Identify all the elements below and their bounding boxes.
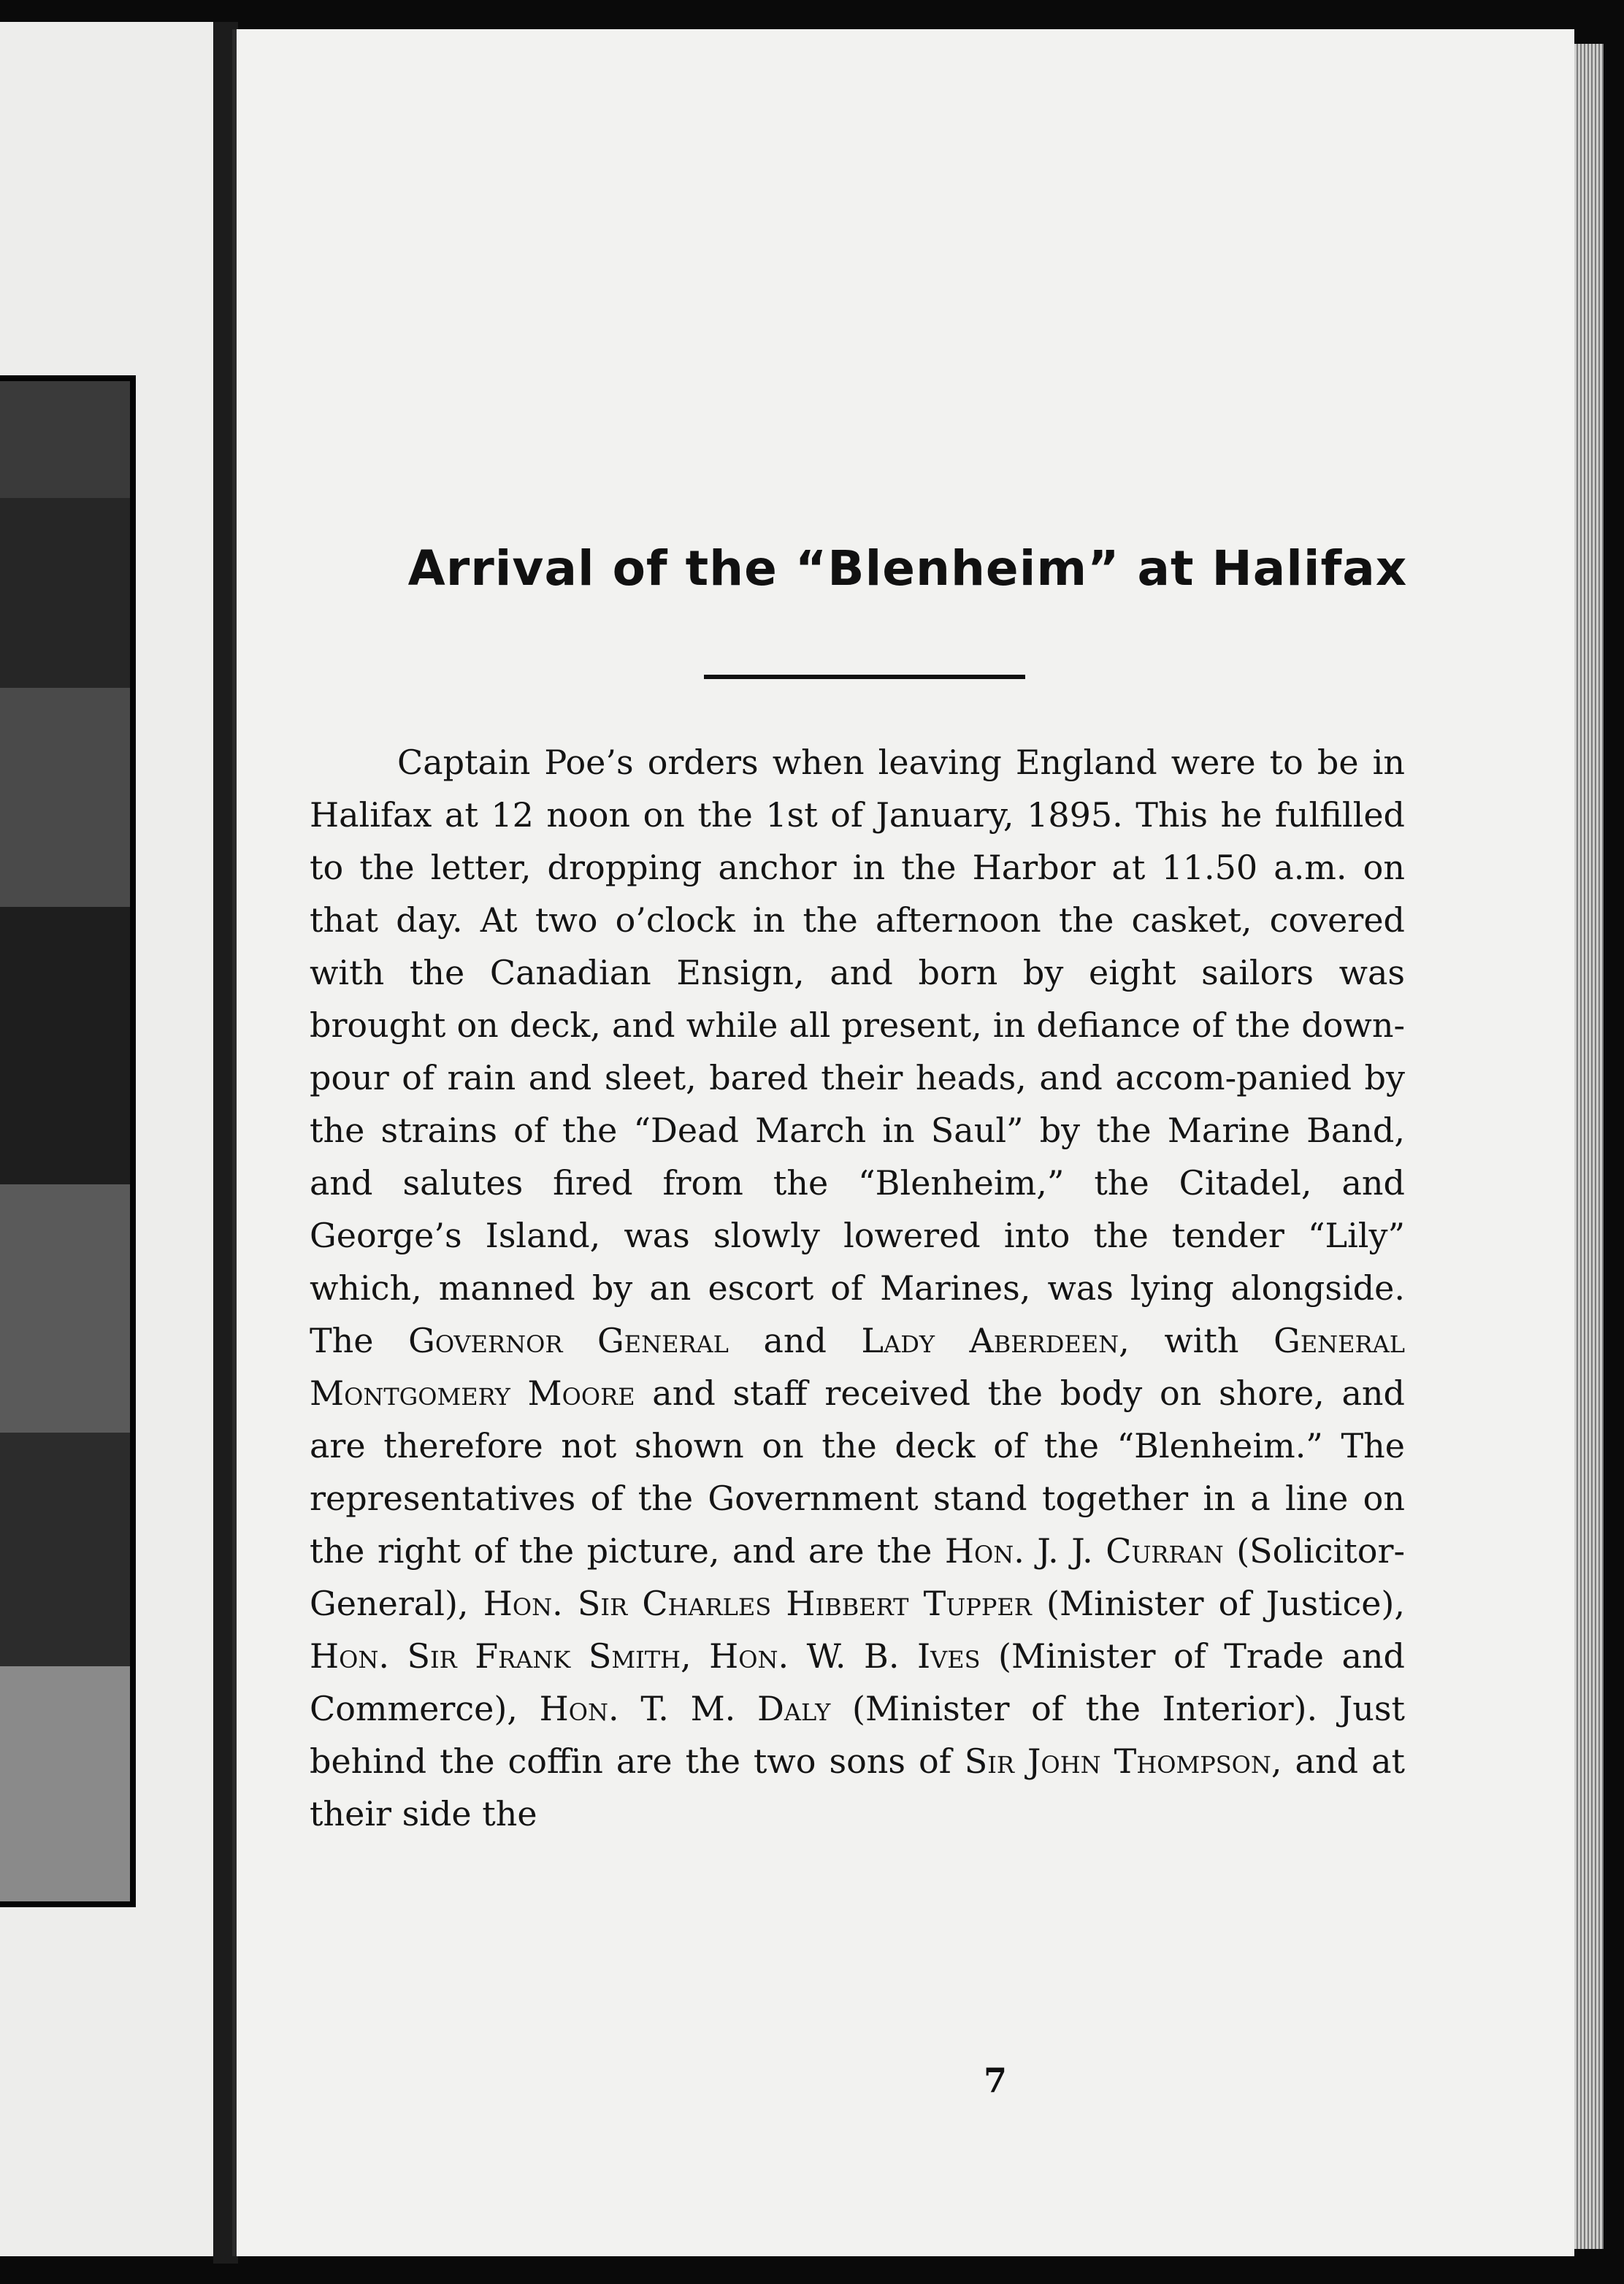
body-text-part-1: Captain Poe’s orders when leaving England were to be in Halifax at 12 noon on the 1st of January, 1895. This he fulfilled to the letter, dropping anchor in the Harbor at 11.50 a.m. on that day. At two o’clock in the afternoon the casket, covered with the Canadian Ensign, and born by eight sailors was brought on deck, and while all present, in defiance of the down-pour of rain and sleet, bared their heads, and accom-panied by the strains of the “Dead March in Saul” by the Marine Band, and salutes fired from the “Blenheim,” the Citadel, and George’s Island, was slowly lowered into the tender “Lily” which, manned by an escort of Marines, was lying alongside. The — [310, 743, 1405, 1360]
body-text-with: , with — [1119, 1321, 1274, 1360]
page-block-edge — [1574, 44, 1604, 2249]
name-daly: Hon. T. M. Daly — [539, 1689, 831, 1728]
facing-page-left — [0, 22, 213, 2256]
book-page — [232, 29, 1574, 2256]
body-paragraph — [310, 736, 1405, 1840]
name-general-moore: General Montgomery Moore — [310, 1321, 1405, 1413]
page-title: Arrival of the “Blenheim” at Halifax — [407, 540, 1408, 597]
title-divider — [704, 675, 1025, 679]
name-smith: Hon. Sir Frank Smith — [310, 1636, 681, 1676]
page-number: 7 — [983, 2061, 1007, 2100]
role-tupper: (Minister of Justice), — [1031, 1584, 1406, 1623]
facing-page-photograph — [0, 375, 136, 1907]
name-curran: Hon. J. J. Curran — [944, 1531, 1224, 1571]
role-curran: (Solicitor-General), — [310, 1531, 1405, 1623]
name-thompson: Sir John Thompson — [964, 1741, 1271, 1781]
name-lady-aberdeen: Lady Aberdeen — [861, 1321, 1119, 1360]
name-ives: Hon. W. B. Ives — [709, 1636, 981, 1676]
body-text-part-2: and staff received the body on shore, and are therefore not shown on the deck of the “Blenheim.” The representatives of the Government stand together in a line on the right of the picture, and are the — [310, 1373, 1405, 1571]
role-daly: (Minister of the Interior). Just behind the coffin are the two sons of — [310, 1689, 1406, 1781]
name-governor-general: Governor General — [408, 1321, 729, 1360]
body-text-part-3: , and at their side the — [310, 1741, 1405, 1833]
body-text-comma: , — [680, 1636, 710, 1676]
body-text-and: and — [728, 1321, 862, 1360]
name-tupper: Hon. Sir Charles Hibbert Tupper — [483, 1584, 1032, 1623]
role-ives: (Minister of Trade and Commerce), — [310, 1636, 1406, 1728]
